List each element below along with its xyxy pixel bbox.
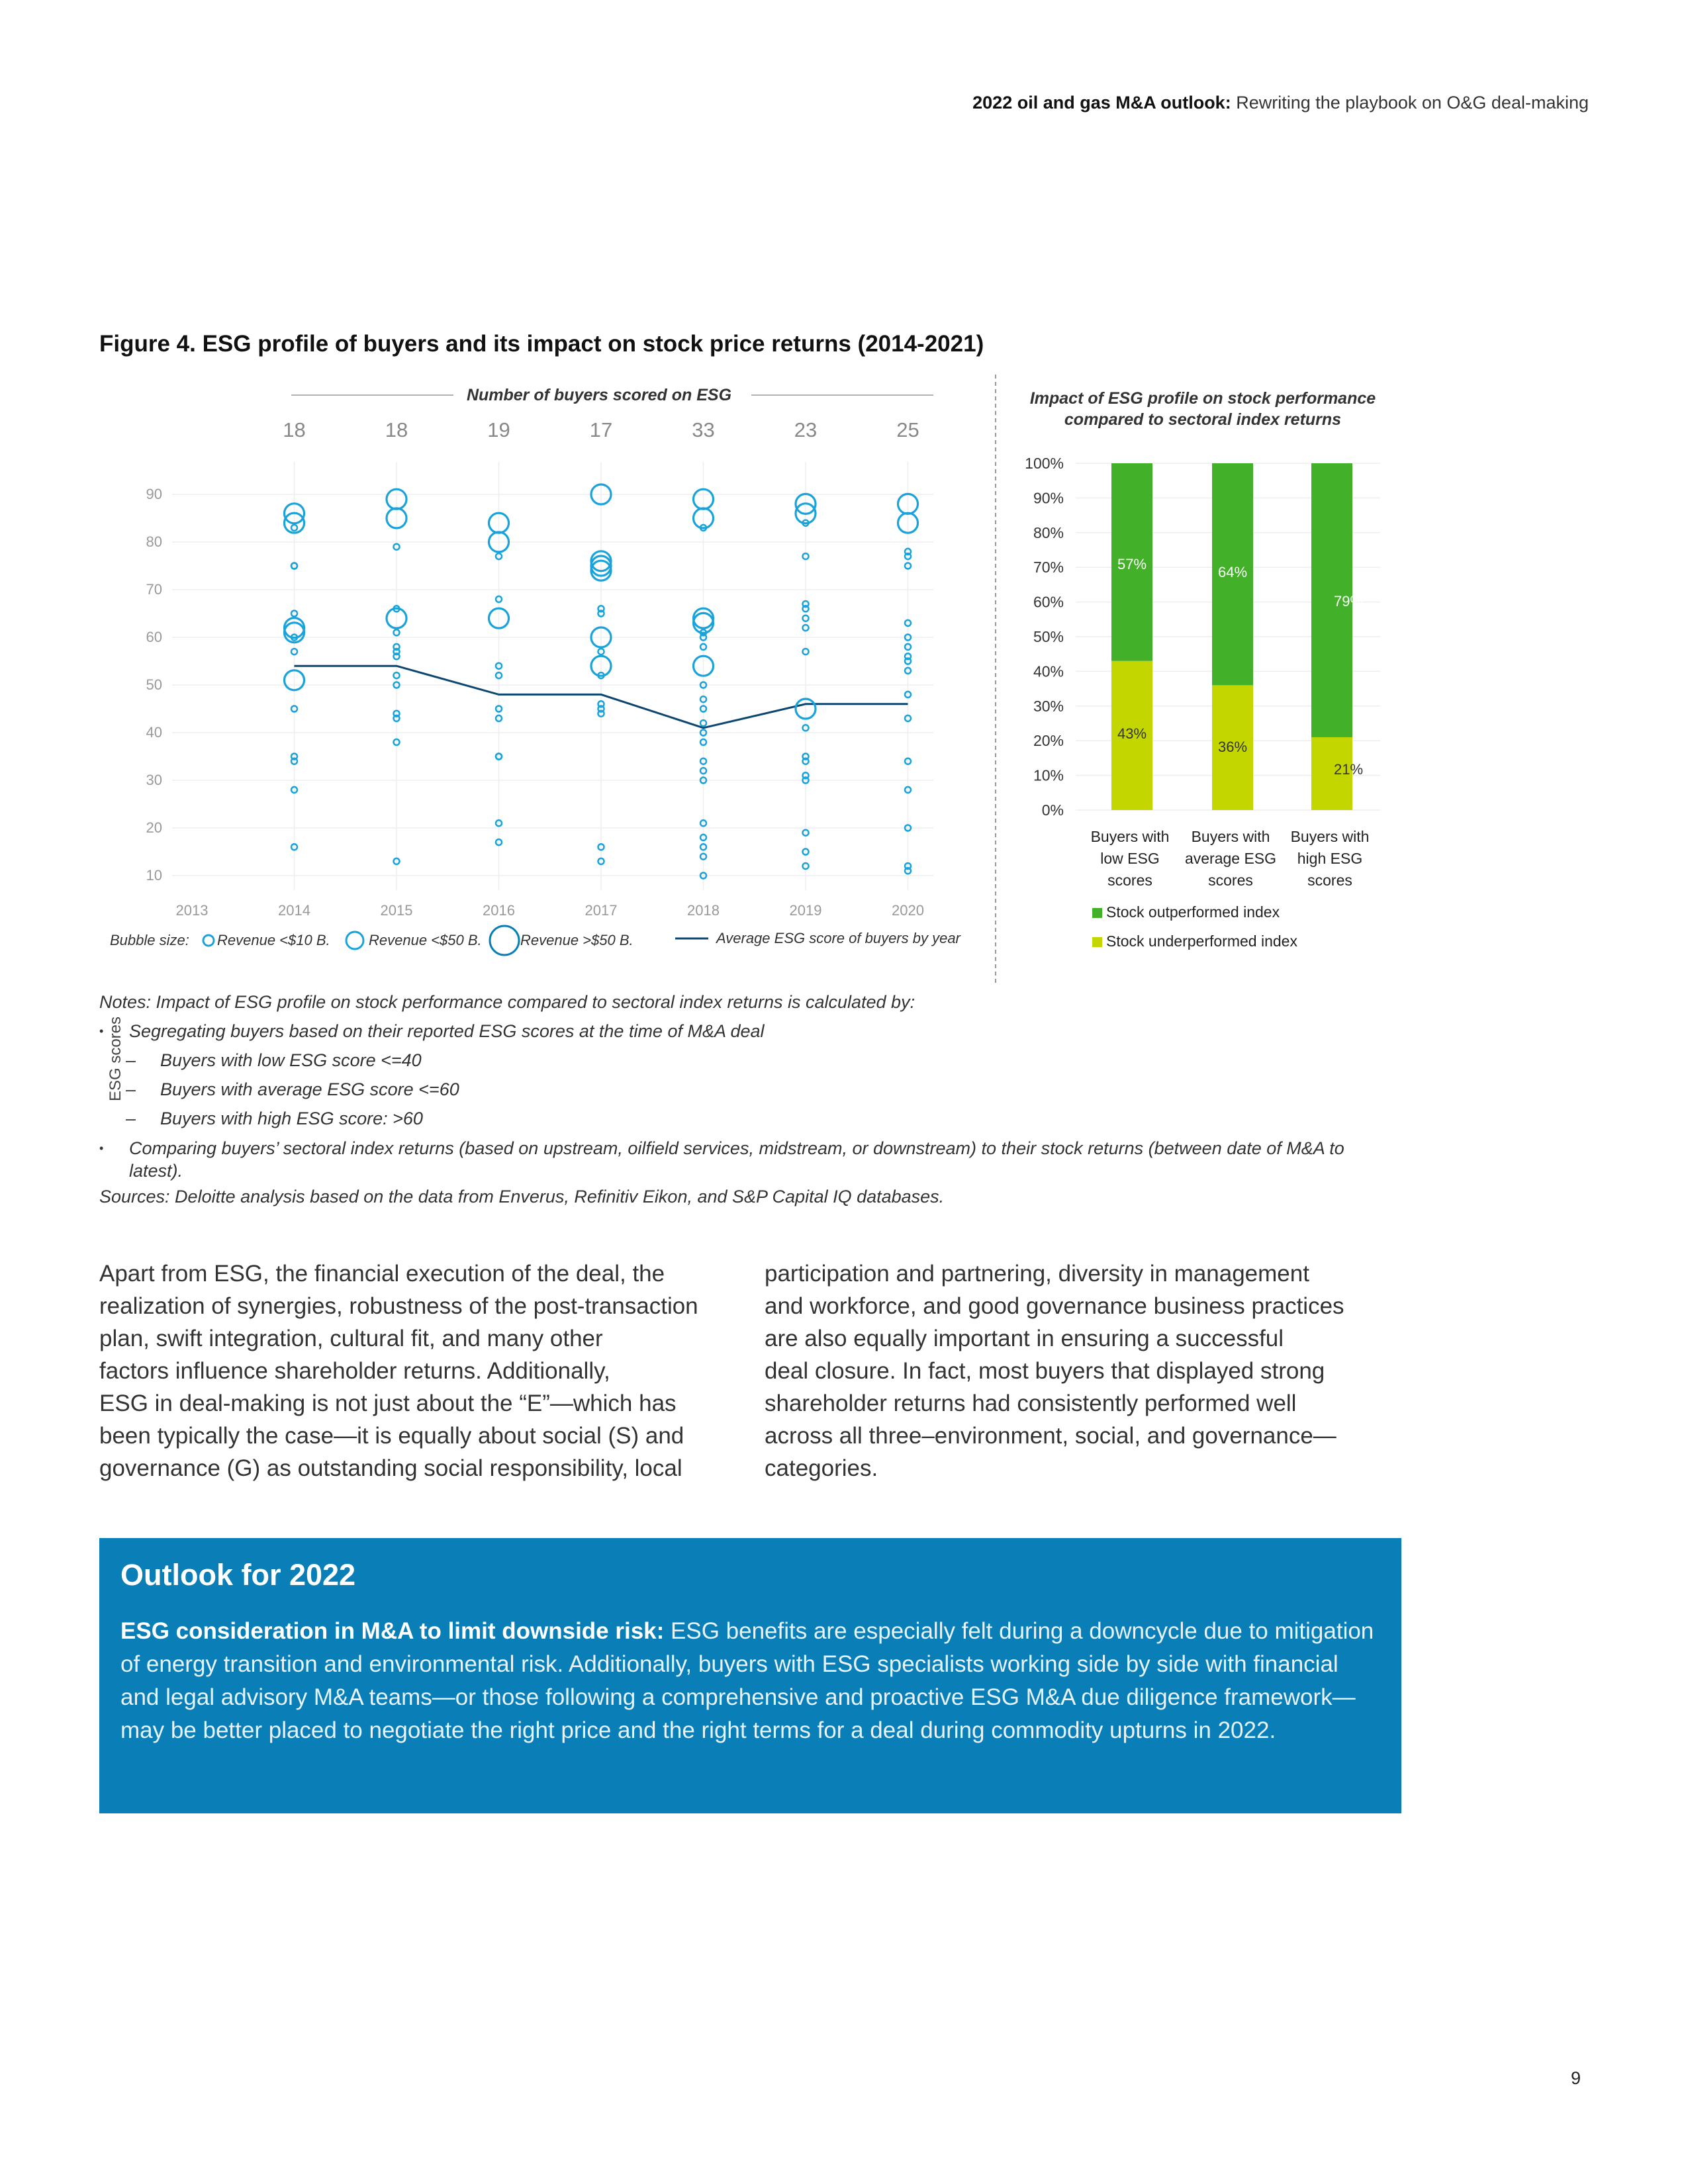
bar-y-tick-labels xyxy=(1025,455,1064,819)
legend-small-bubble xyxy=(203,935,214,946)
bubble-chart-title: Number of buyers scored on ESG xyxy=(466,386,732,404)
legend-underperformed-label: Stock underperformed index xyxy=(1106,933,1297,950)
body-column-2: participation and partnering, diversity in management and workforce, and good governance business practices are also equally important in ensuring a successful deal closure. In fact, most buyers that displayed strong shareholder returns had consistently performed well across all three–environment, social, and governance— categories. xyxy=(765,1261,1344,1481)
figure-notes xyxy=(99,987,1397,1211)
buyer-count-label: 23 xyxy=(794,418,818,441)
legend-underperformed-swatch xyxy=(1092,937,1102,947)
legend-medium-bubble xyxy=(346,932,363,949)
x-tick-label: 2015 xyxy=(380,902,413,919)
notes-sources: Sources: Deloitte analysis based on the data from Enverus, Refinitiv Eikon, and S&P Capital IQ databases. xyxy=(99,1187,945,1206)
bar-label-underperformed: 36% xyxy=(1217,739,1248,755)
buyer-count-label: 17 xyxy=(589,418,613,441)
bar-segments xyxy=(1111,463,1352,810)
y-tick-label: 80 xyxy=(146,533,162,550)
bar-y-tick-label: 90% xyxy=(1033,489,1064,507)
legend-outperformed-swatch xyxy=(1092,908,1102,918)
buyer-counts xyxy=(283,418,919,441)
legend-line-label: Average ESG score of buyers by year xyxy=(716,930,961,946)
header-bold: 2022 oil and gas M&A outlook: xyxy=(972,93,1231,113)
bar-y-tick-label: 40% xyxy=(1033,662,1064,680)
legend-bubble-size: Bubble size: xyxy=(110,932,189,948)
y-axis-label: ESG scores xyxy=(107,1016,124,1102)
bar-label-underperformed: 43% xyxy=(1117,725,1147,742)
bar-y-tick-label: 70% xyxy=(1033,559,1064,576)
legend-medium-label: Revenue <$50 B. xyxy=(369,932,482,948)
bar-label-outperformed: 79% xyxy=(1333,593,1364,610)
notes-sub-2: – Buyers with average ESG score <=60 xyxy=(99,1075,1397,1104)
outlook-box xyxy=(99,1538,1401,1813)
bar-chart-title-line2: compared to sectoral index returns xyxy=(1064,410,1342,429)
x-tick-label: 2018 xyxy=(687,902,720,919)
notes-intro: Notes: Impact of ESG profile on stock performance compared to sectoral index returns is calculated by: xyxy=(99,992,915,1012)
x-tick-label: 2019 xyxy=(789,902,822,919)
stock-performance-bar-chart xyxy=(1003,371,1413,966)
bar-label-outperformed: 57% xyxy=(1117,556,1147,572)
bar-category-label: scores xyxy=(1307,872,1352,889)
x-tick-label: 2013 xyxy=(175,902,209,919)
bar-y-tick-label: 80% xyxy=(1033,523,1064,541)
page-number: 9 xyxy=(1571,2068,1581,2088)
buyer-count-label: 18 xyxy=(283,418,306,441)
y-tick-label: 40 xyxy=(146,724,162,741)
bar-category-label: Buyers with xyxy=(1290,828,1370,845)
legend-large-bubble xyxy=(490,926,519,955)
bar-label-underperformed: 21% xyxy=(1333,761,1364,778)
y-tick-label: 50 xyxy=(146,676,162,693)
bar-legend xyxy=(1092,903,1297,950)
bar-category-label: Buyers with xyxy=(1090,828,1170,845)
outlook-paragraph xyxy=(120,1615,1380,1747)
bar-y-tick-label: 10% xyxy=(1033,766,1064,784)
outlook-text: ESG benefits are especially felt during a downcycle due to mitigation of energy transition and environmental risk. Additionally, buyers with ESG specialists working side by side with financial and legal advisory M&A teams—or those following a comprehensive and proactive ESG M&A due diligence framework—may be better placed to negotiate the right price and the right terms for a deal during commodity upturns in 2022. xyxy=(120,1618,1374,1743)
buyer-count-label: 19 xyxy=(487,418,510,441)
bar-category-label: scores xyxy=(1107,872,1152,889)
x-tick-label: 2017 xyxy=(585,902,618,919)
bar-y-tick-label: 60% xyxy=(1033,593,1064,611)
bar-category-label: average ESG xyxy=(1184,850,1277,867)
buyer-count-label: 33 xyxy=(692,418,715,441)
x-tick-label: 2014 xyxy=(278,902,310,919)
header-subtitle: Rewriting the playbook on O&G deal-making xyxy=(1236,93,1589,113)
body-column-1: Apart from ESG, the financial execution of the deal, the realization of synergies, robustness of the post-transaction plan, swift integration, cultural fit, and many other factors influence shareholder returns. Additionally, ESG in deal-making is not just about the “E”—which has been typically the case—it is equally about social (S) and governance (G) as outstanding social responsibility, local xyxy=(99,1261,698,1481)
bar-label-outperformed: 64% xyxy=(1217,564,1248,580)
bar-category-labels xyxy=(1091,828,1370,889)
legend-large-label: Revenue >$50 B. xyxy=(520,932,633,948)
figure-divider xyxy=(994,375,997,983)
outlook-title: Outlook for 2022 xyxy=(120,1558,356,1592)
x-tick-labels xyxy=(176,902,924,919)
bar-chart-title-line1: Impact of ESG profile on stock performance xyxy=(1029,389,1376,408)
notes-sub-3: – Buyers with high ESG score: >60 xyxy=(99,1104,1397,1133)
y-tick-label: 30 xyxy=(146,772,162,788)
notes-bullet-1: • Segregating buyers based on their reported ESG scores at the time of M&A deal xyxy=(99,1017,1397,1046)
buyer-count-label: 25 xyxy=(896,418,919,441)
notes-sub-1: – Buyers with low ESG score <=40 xyxy=(99,1046,1397,1075)
bubble-legend xyxy=(110,926,962,955)
outlook-lead: ESG consideration in M&A to limit downside risk: xyxy=(120,1618,665,1644)
buyer-count-label: 18 xyxy=(385,418,408,441)
bar-category-label: Buyers with xyxy=(1191,828,1270,845)
bar-y-tick-label: 100% xyxy=(1025,455,1064,472)
bar-y-tick-label: 50% xyxy=(1033,628,1064,645)
y-tick-label: 60 xyxy=(146,629,162,645)
y-tick-label: 10 xyxy=(146,867,162,884)
x-tick-label: 2020 xyxy=(892,902,924,919)
running-header xyxy=(972,93,1589,113)
y-tick-label: 20 xyxy=(146,819,162,836)
notes-bullet-2: • Comparing buyers’ sectoral index returns (based on upstream, oilfield services, midstream, or downstream) to their stock returns (between date of M&A to latest). xyxy=(99,1137,1397,1182)
y-tick-labels xyxy=(146,486,162,884)
bar-category-label: low ESG xyxy=(1100,850,1160,867)
y-tick-label: 70 xyxy=(146,581,162,598)
legend-small-label: Revenue <$10 B. xyxy=(217,932,330,948)
figure-title: Figure 4. ESG profile of buyers and its impact on stock price returns (2014-2021) xyxy=(99,331,984,357)
bar-category-label: scores xyxy=(1208,872,1253,889)
y-tick-label: 90 xyxy=(146,486,162,502)
bar-y-tick-label: 30% xyxy=(1033,697,1064,715)
bar-y-tick-label: 20% xyxy=(1033,732,1064,750)
bar-y-tick-label: 0% xyxy=(1041,801,1064,819)
bar-category-label: high ESG xyxy=(1297,850,1363,867)
x-tick-label: 2016 xyxy=(483,902,515,919)
legend-outperformed-label: Stock outperformed index xyxy=(1106,903,1280,921)
